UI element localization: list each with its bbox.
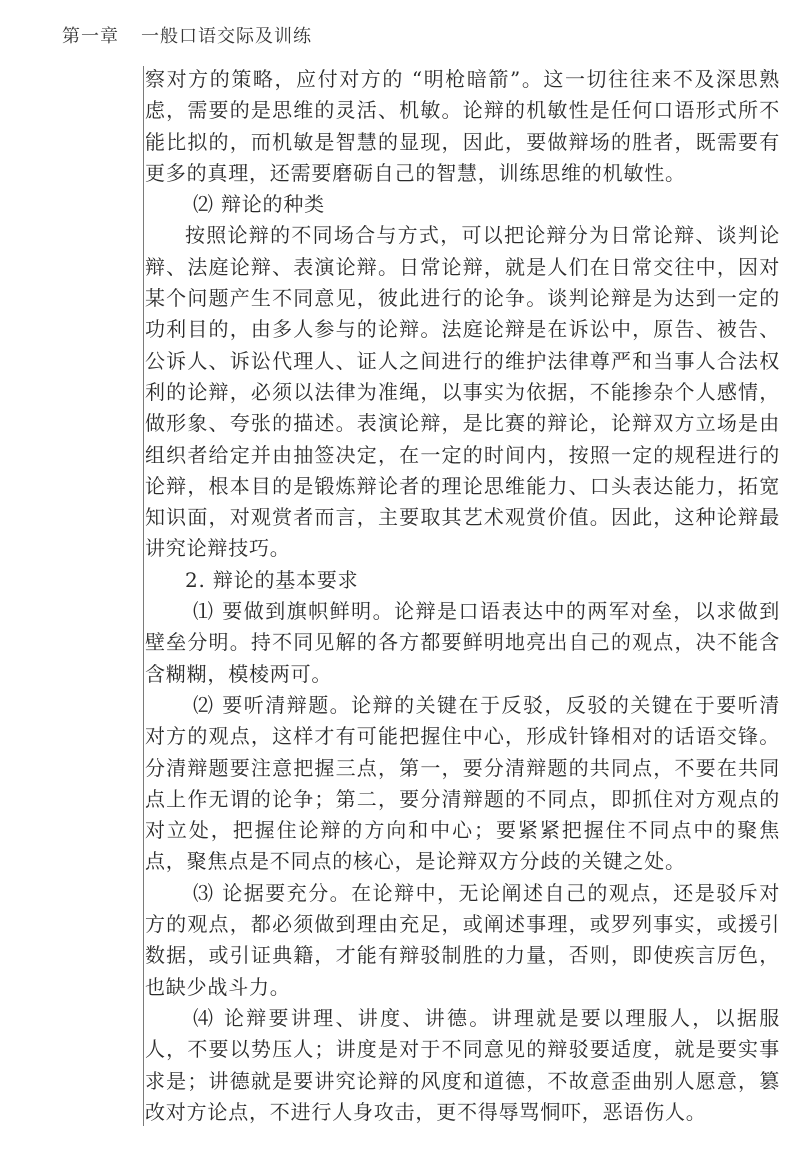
paragraph-requirement-1: ⑴ 要做到旗帜鲜明。论辩是口语表达中的两军对垒，以求做到壁垒分明。持不同见解的各方都要鲜明地亮出自己的观点，决不能含含糊糊，模棱两可。	[145, 599, 780, 686]
paragraph-debate-types: 按照论辩的不同场合与方式，可以把论辩分为日常论辩、谈判论辩、法庭论辩、表演论辩。日常论辩，就是人们在日常交往中，因对某个问题产生不同意见，彼此进行的论争。谈判论辩是为达到一定的功利目的，由多人参与的论辩。法庭论辩是在诉讼中，原告、被告、公诉人、诉讼代理人、证人之间进行的维护法律尊严和当事人合法权利的论辩，必须以法律为准绳，以事实为依据，不能掺杂个人感情，做形象、夸张的描述。表演论辩，是比赛的辩论，论辩双方立场是由组织者给定并由抽签决定，在一定的时间内，按照一定的规程进行的论辩，根本目的是锻炼辩论者的理论思维能力、口头表达能力，拓宽知识面，对观赏者而言，主要取其艺术观赏价值。因此，这种论辩最讲究论辩技巧。	[145, 223, 780, 561]
paragraph-requirement-2: ⑵ 要听清辩题。论辩的关键在于反驳，反驳的关键在于要听清对方的观点，这样才有可能把握住中心，形成针锋相对的话语交锋。分清辩题要注意把握三点，第一，要分清辩题的共同点，不要在共同点上作无谓的论争；第二，要分清辩题的不同点，即抓住对方观点的对立处，把握住论辩的方向和中心；要紧紧把握住不同点中的聚焦点，聚焦点是不同点的核心，是论辩双方分歧的关键之处。	[145, 692, 780, 874]
running-header	[62, 22, 312, 48]
paragraph-continuation: 察对方的策略，应付对方的 “明枪暗箭”。这一切往往来不及深思熟虑，需要的是思维的灵活、机敏。论辩的机敏性是任何口语形式所不能比拟的，而机敏是智慧的显现，因此，要做辩场的胜者，既需要有更多的真理，还需要磨砺自己的智慧，训练思维的机敏性。	[145, 67, 780, 185]
paragraph-requirement-3: ⑶ 论据要充分。在论辩中，无论阐述自己的观点，还是驳斥对方的观点，都必须做到理由充足，或阐述事理，或罗列事实，或援引数据，或引证典籍，才能有辩驳制胜的力量，否则，即使疾言厉色，也缺少战斗力。	[145, 880, 780, 999]
chapter-title: 一般口语交际及训练	[141, 26, 312, 47]
margin-rule	[143, 66, 144, 1126]
section-heading-requirements: 2. 辩论的基本要求	[185, 567, 359, 592]
subheading-debate-types: ⑵ 辩论的种类	[193, 192, 325, 217]
body-text	[145, 64, 780, 1128]
chapter-number: 第一章	[62, 26, 119, 47]
paragraph-requirement-4: ⑷ 论辩要讲理、讲度、讲德。讲理就是要以理服人，以据服人，不要以势压人；讲度是对于不同意见的辩驳要适度，就是要实事求是；讲德就是要讲究论辩的风度和道德，不故意歪曲别人愿意，篡改对方论点，不进行人身攻击，更不得辱骂恫吓，恶语伤人。	[145, 1005, 780, 1124]
